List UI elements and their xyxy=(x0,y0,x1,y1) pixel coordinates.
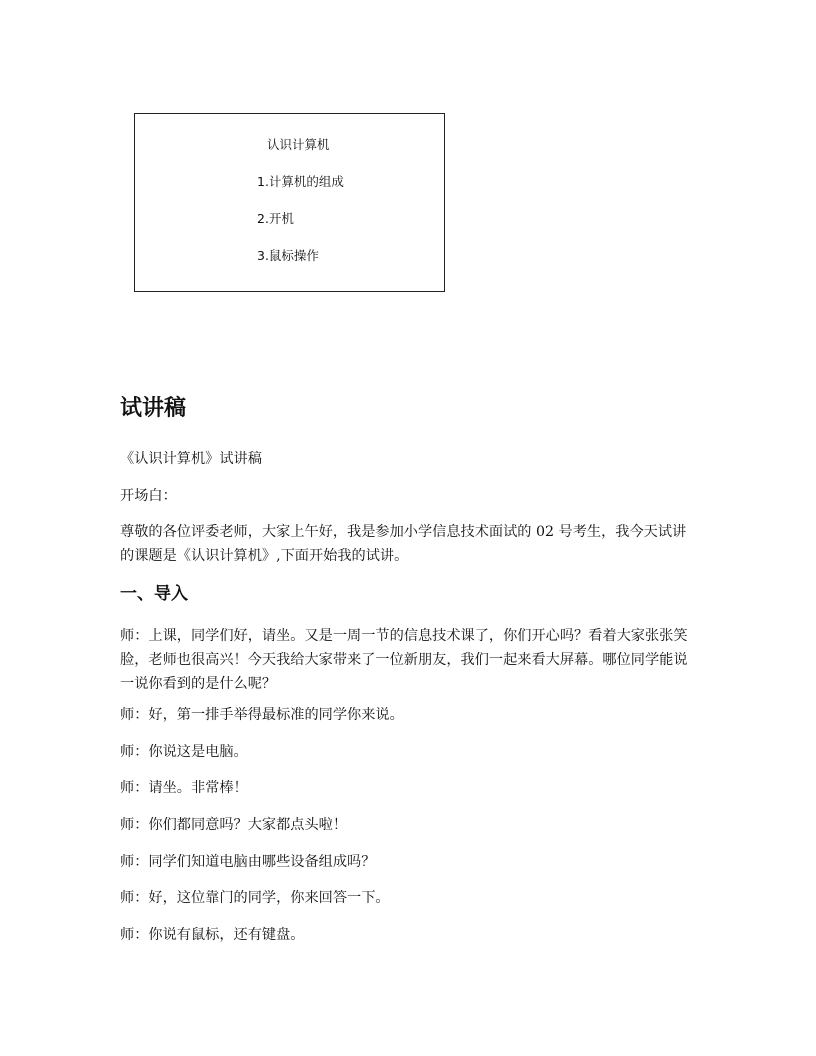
lecture-subtitle: 《认识计算机》试讲稿 xyxy=(120,451,262,467)
dialogue-paragraph: 师：同学们知道电脑由哪些设备组成吗？ xyxy=(120,854,376,870)
dialogue-paragraph: 师：好，第一排手举得最标准的同学你来说。 xyxy=(120,707,404,723)
section-heading-intro: 一、导入 xyxy=(120,584,188,604)
document-title: 试讲稿 xyxy=(120,396,187,421)
opening-label: 开场白： xyxy=(120,488,177,504)
dialogue-paragraph: 师：上课，同学们好，请坐。又是一周一节的信息技术课了，你们开心吗？看着大家张张笑脸，老师也很高兴！今天我给大家带来了一位新朋友，我们一起来看大屏幕。哪位同学能说一说你看到的是什么呢？ xyxy=(120,628,688,692)
outline-item: 1.计算机的组成 xyxy=(257,174,344,189)
dialogue-paragraph: 师：你说有鼠标，还有键盘。 xyxy=(120,927,305,943)
dialogue-paragraph: 师：你们都同意吗？大家都点头啦！ xyxy=(120,817,348,833)
outline-title: 认识计算机 xyxy=(267,137,330,152)
opening-paragraph: 尊敬的各位评委老师，大家上午好，我是参加小学信息技术面试的 02 号考生，我今天试讲的课题是《认识计算机》,下面开始我的试讲。 xyxy=(120,524,687,564)
outline-item: 2.开机 xyxy=(257,211,294,226)
dialogue-paragraph: 师：你说这是电脑。 xyxy=(120,744,248,760)
dialogue-paragraph: 师：请坐。非常棒！ xyxy=(120,780,248,796)
outline-box xyxy=(134,113,445,292)
outline-item: 3.鼠标操作 xyxy=(257,248,319,263)
dialogue-paragraph: 师：好，这位靠门的同学，你来回答一下。 xyxy=(120,890,390,906)
